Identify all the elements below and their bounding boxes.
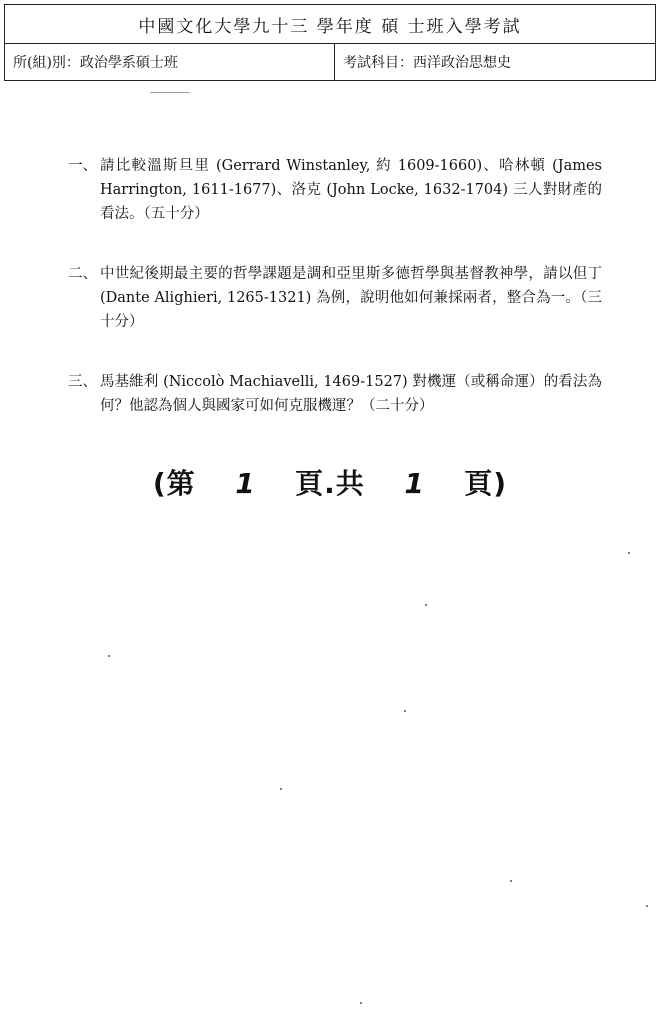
exam-header-table [4, 4, 656, 81]
question-1-number: 一、 [68, 158, 97, 174]
question-2 [68, 262, 602, 334]
scan-speck [108, 655, 110, 657]
question-3-text: 馬基維利 (Niccolò Machiavelli, 1469-1527) 對機運（或稱命運）的看法為何？他認為個人與國家可如何克服機運？（二十分） [100, 374, 602, 414]
question-2-text: 中世紀後期最主要的哲學課題是調和亞里斯多德哲學與基督教神學，請以但丁 (Dante Alighieri, 1265-1321) 為例，說明他如何兼採兩者，整合為一。（三十分） [100, 266, 602, 330]
page-footer-current: 1 [235, 467, 256, 500]
question-2-number: 二、 [68, 266, 97, 282]
question-1-text: 請比較溫斯旦里 (Gerrard Winstanley, 約 1609-1660)、哈林頓 (James Harrington, 1611-1677)、洛克 (John Locke, 1632-1704) 三人對財產的看法。（五十分） [100, 158, 602, 222]
scan-speck [150, 92, 190, 93]
question-3 [68, 370, 602, 418]
scan-speck [280, 788, 282, 790]
scan-speck [510, 880, 512, 882]
scan-speck [646, 905, 648, 907]
exam-title: 中國文化大學九十三 學年度 碩 士班入學考試 [5, 5, 655, 44]
page-footer-open: (第 [152, 467, 196, 500]
subject-label: 考試科目：西洋政治思想史 [343, 55, 511, 71]
exam-info-row [5, 44, 655, 80]
page-number-footer [0, 462, 660, 502]
scan-speck [425, 604, 427, 606]
page-footer-close: 頁) [464, 467, 508, 500]
scan-speck [404, 710, 406, 712]
scan-speck [628, 552, 630, 554]
department-label: 所(組)別：政治學系碩士班 [5, 44, 335, 80]
page-footer-middle: 頁.共 [295, 467, 365, 500]
question-3-number: 三、 [68, 374, 97, 390]
scan-speck [360, 1002, 362, 1004]
page-footer-total: 1 [404, 467, 425, 500]
question-1 [68, 154, 602, 226]
